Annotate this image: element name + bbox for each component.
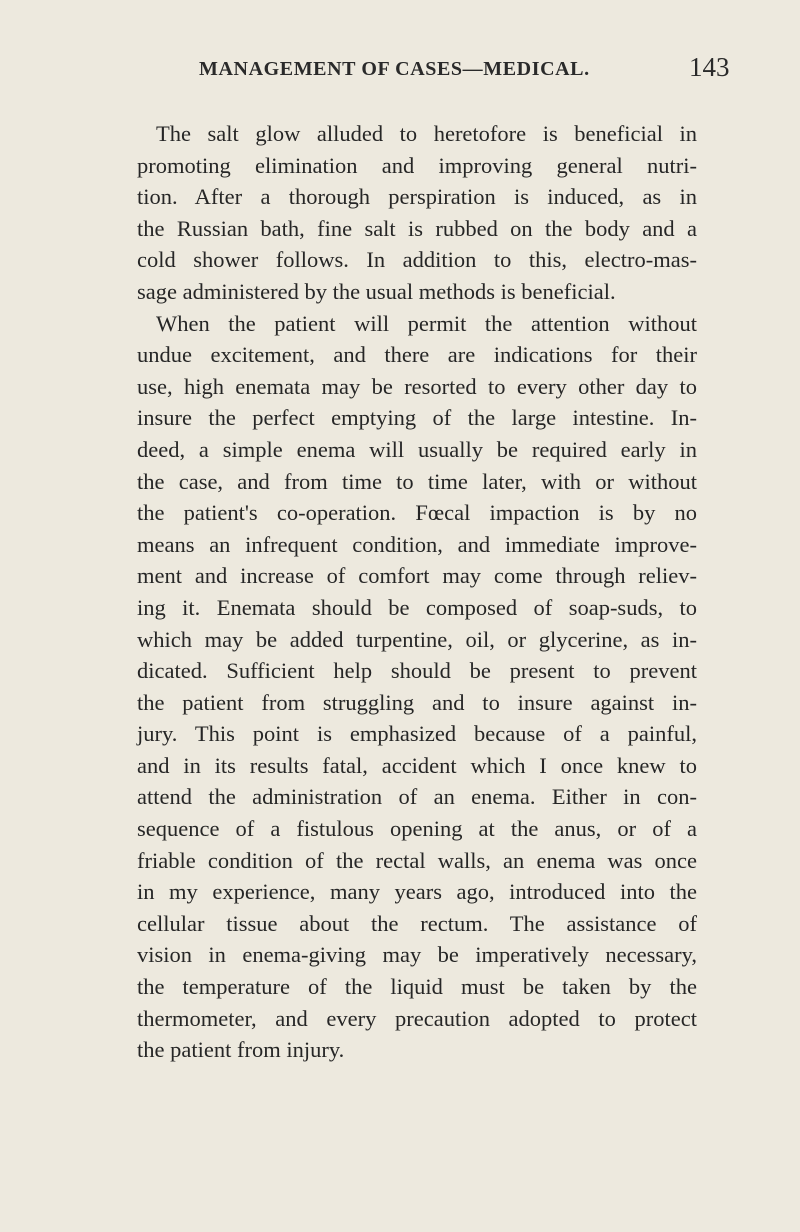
text-line: means an infrequent condition, and immediate improve- [137,531,697,557]
text-line: the patient from injury. [137,1037,345,1063]
text-line: promoting elimination and improving general nutri- [137,152,697,178]
text-line: cold shower follows. In addition to this, electro-mas- [137,247,697,273]
text-line: dicated. Sufficient help should be present to prevent [137,658,697,684]
text-line: deed, a simple enema will usually be required early in [137,436,697,462]
text-line: vision in enema-giving may be imperatively necessary, [137,942,697,968]
text-line: the patient's co-operation. Fœcal impaction is by no [137,500,697,526]
text-line: which may be added turpentine, oil, or glycerine, as in- [137,626,697,652]
text-line: insure the perfect emptying of the large intestine. In- [137,405,697,431]
body-text [137,118,697,1066]
text-line: ing it. Enemata should be composed of soap-suds, to [137,594,697,620]
text-line: The salt glow alluded to heretofore is beneficial in [156,121,697,146]
page-number: 143 [689,52,730,82]
text-line: sequence of a fistulous opening at the anus, or of a [137,816,697,842]
text-line: friable condition of the rectal walls, an enema was once [137,847,697,873]
text-line: thermometer, and every precaution adopted to protect [137,1005,697,1031]
text-line: in my experience, many years ago, introduced into the [137,879,697,905]
text-line: the case, and from time to time later, with or without [137,468,697,494]
text-line: When the patient will permit the attention without [156,310,697,336]
text-line: the patient from struggling and to insure against in- [137,689,697,715]
text-line: jury. This point is emphasized because of a painful, [137,721,697,747]
text-line: and in its results fatal, accident which I once knew to [137,752,697,778]
text-line: ment and increase of comfort may come through reliev- [137,563,697,589]
text-line: use, high enemata may be resorted to every other day to [137,373,697,399]
text-line: attend the administration of an enema. Either in con- [137,784,697,810]
text-line: the Russian bath, fine salt is rubbed on the body and a [137,215,697,241]
text-line: sage administered by the usual methods is beneficial. [137,278,616,304]
text-line: undue excitement, and there are indications for their [137,342,697,368]
running-head: MANAGEMENT OF CASES—MEDICAL. [199,58,590,80]
text-line: the temperature of the liquid must be taken by the [137,974,697,1000]
text-line: cellular tissue about the rectum. The assistance of [137,910,697,936]
text-line: tion. After a thorough perspiration is induced, as in [137,184,697,210]
